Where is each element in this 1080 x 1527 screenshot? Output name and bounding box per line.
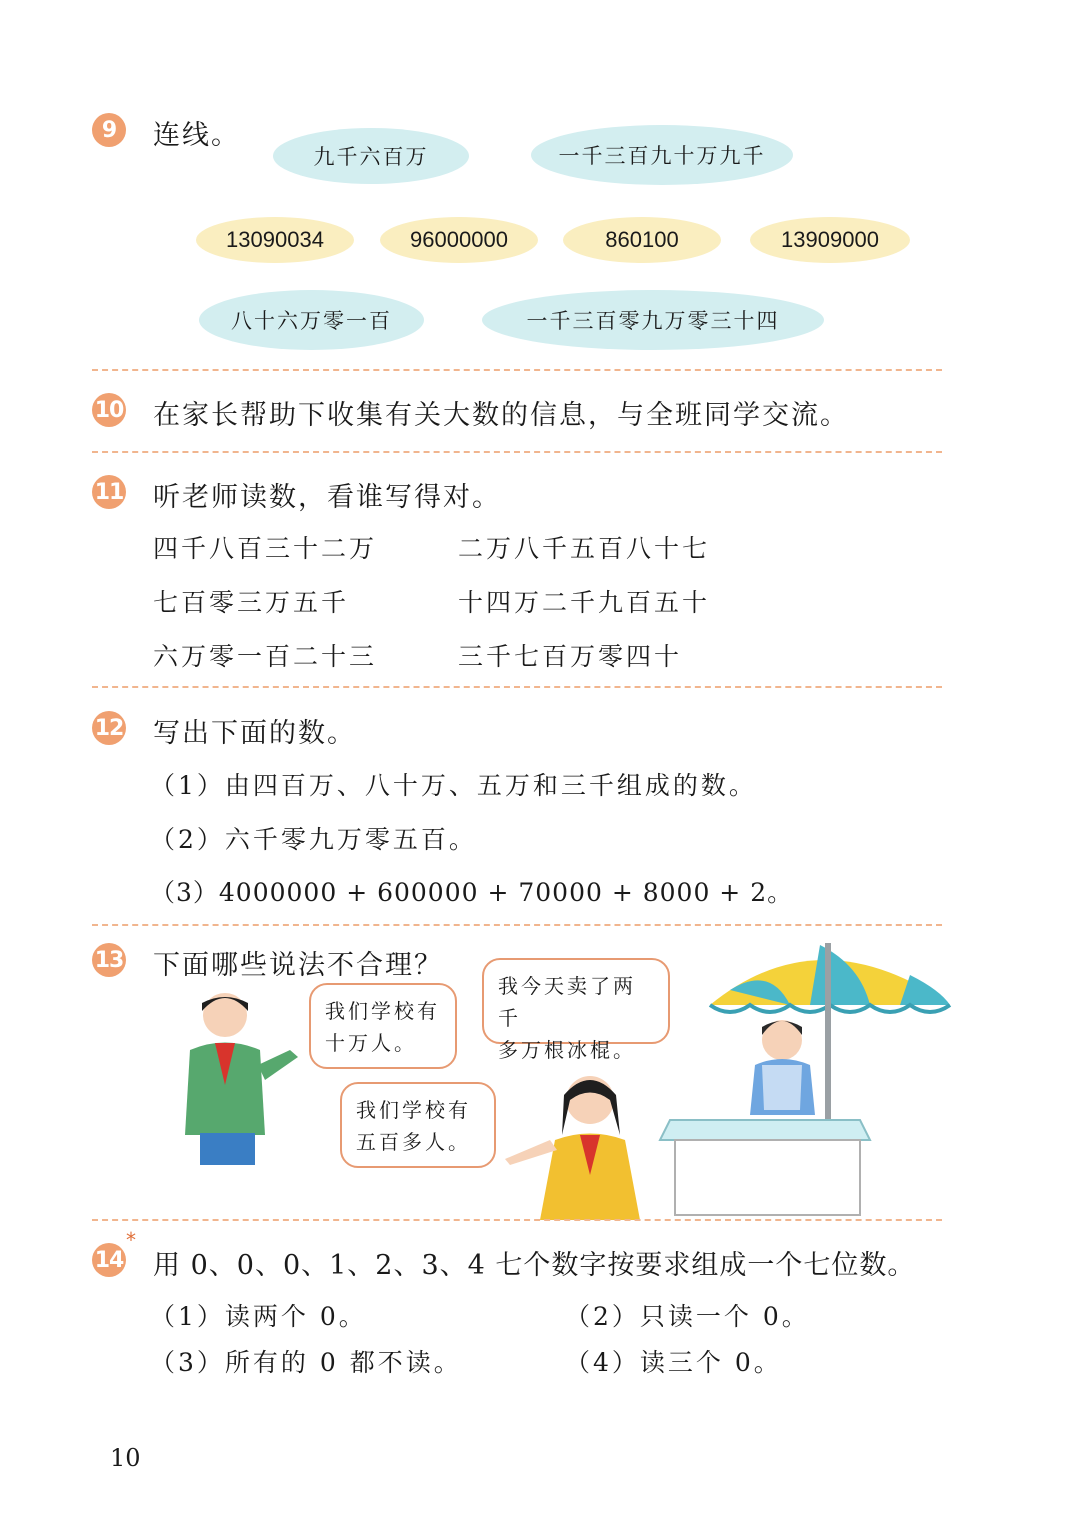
bubble-line: 我们学校有 bbox=[325, 999, 440, 1023]
question-number-badge: 13 bbox=[92, 943, 126, 977]
ice-cream-cart-illustration bbox=[660, 1120, 870, 1215]
bubble-line: 我们学校有 bbox=[356, 1098, 471, 1122]
sub-question: （3）所有的 0 都不读。 bbox=[150, 1348, 462, 1377]
number-pill: 860100 bbox=[563, 217, 721, 263]
sub-question: （1）由四百万、八十万、五万和三千组成的数。 bbox=[150, 771, 757, 800]
bubble-line: 十万人。 bbox=[325, 1031, 417, 1055]
sub-question: （2）六千零九万零五百。 bbox=[150, 825, 477, 854]
section-divider bbox=[92, 451, 942, 453]
question-text: 写出下面的数。 bbox=[153, 718, 356, 749]
question-number-badge: 10 bbox=[92, 393, 126, 427]
sub-question: （4）读三个 0。 bbox=[565, 1348, 782, 1377]
speech-bubble bbox=[309, 983, 457, 1069]
girl-illustration bbox=[505, 1076, 640, 1220]
speech-bubble bbox=[340, 1082, 496, 1168]
question-text: 用 0、0、0、1、2、3、4 七个数字按要求组成一个七位数。 bbox=[153, 1250, 916, 1281]
dictation-item: 十四万二千九百五十 bbox=[458, 588, 711, 617]
word-pill: 一千三百零九万零三十四 bbox=[482, 290, 824, 350]
word-pill: 一千三百九十万九千 bbox=[531, 125, 793, 185]
number-pill: 13090034 bbox=[196, 217, 354, 263]
question-number-badge: 14 bbox=[92, 1243, 126, 1277]
dictation-item: 四千八百三十二万 bbox=[153, 534, 378, 563]
word-pill: 八十六万零一百 bbox=[199, 290, 424, 350]
boy-illustration bbox=[185, 993, 298, 1165]
question-number-badge: 9 bbox=[92, 113, 126, 147]
sub-question: （1）读两个 0。 bbox=[150, 1302, 367, 1331]
section-divider bbox=[92, 924, 942, 926]
dictation-item: 七百零三万五千 bbox=[153, 588, 350, 617]
question-text: 下面哪些说法不合理？ bbox=[153, 950, 443, 981]
question-text: 听老师读数，看谁写得对。 bbox=[153, 482, 501, 513]
speech-bubble bbox=[482, 958, 670, 1062]
sub-question: （3）4000000 + 600000 + 70000 + 8000 + 2。 bbox=[150, 878, 794, 907]
sub-question: （2）只读一个 0。 bbox=[565, 1302, 810, 1331]
page-number: 10 bbox=[110, 1444, 141, 1472]
challenge-star-mark: * bbox=[126, 1228, 136, 1252]
section-divider bbox=[92, 1219, 942, 1221]
dictation-item: 三千七百万零四十 bbox=[458, 642, 683, 671]
section-divider bbox=[92, 686, 942, 688]
bubble-line: 我今天卖了两千 bbox=[498, 974, 636, 1030]
vendor-girl-illustration bbox=[750, 1020, 815, 1115]
bubble-line: 多万根冰棍。 bbox=[498, 1038, 636, 1062]
dictation-item: 六万零一百二十三 bbox=[153, 642, 378, 671]
word-pill: 九千六百万 bbox=[273, 128, 469, 184]
number-pill: 13909000 bbox=[750, 217, 910, 263]
question-text: 连线。 bbox=[153, 120, 240, 151]
question-number-badge: 11 bbox=[92, 475, 126, 509]
section-divider bbox=[92, 369, 942, 371]
question-text: 在家长帮助下收集有关大数的信息，与全班同学交流。 bbox=[153, 400, 849, 431]
number-pill: 96000000 bbox=[380, 217, 538, 263]
bubble-line: 五百多人。 bbox=[356, 1130, 471, 1154]
question-number-badge: 12 bbox=[92, 711, 126, 745]
dictation-item: 二万八千五百八十七 bbox=[458, 534, 711, 563]
